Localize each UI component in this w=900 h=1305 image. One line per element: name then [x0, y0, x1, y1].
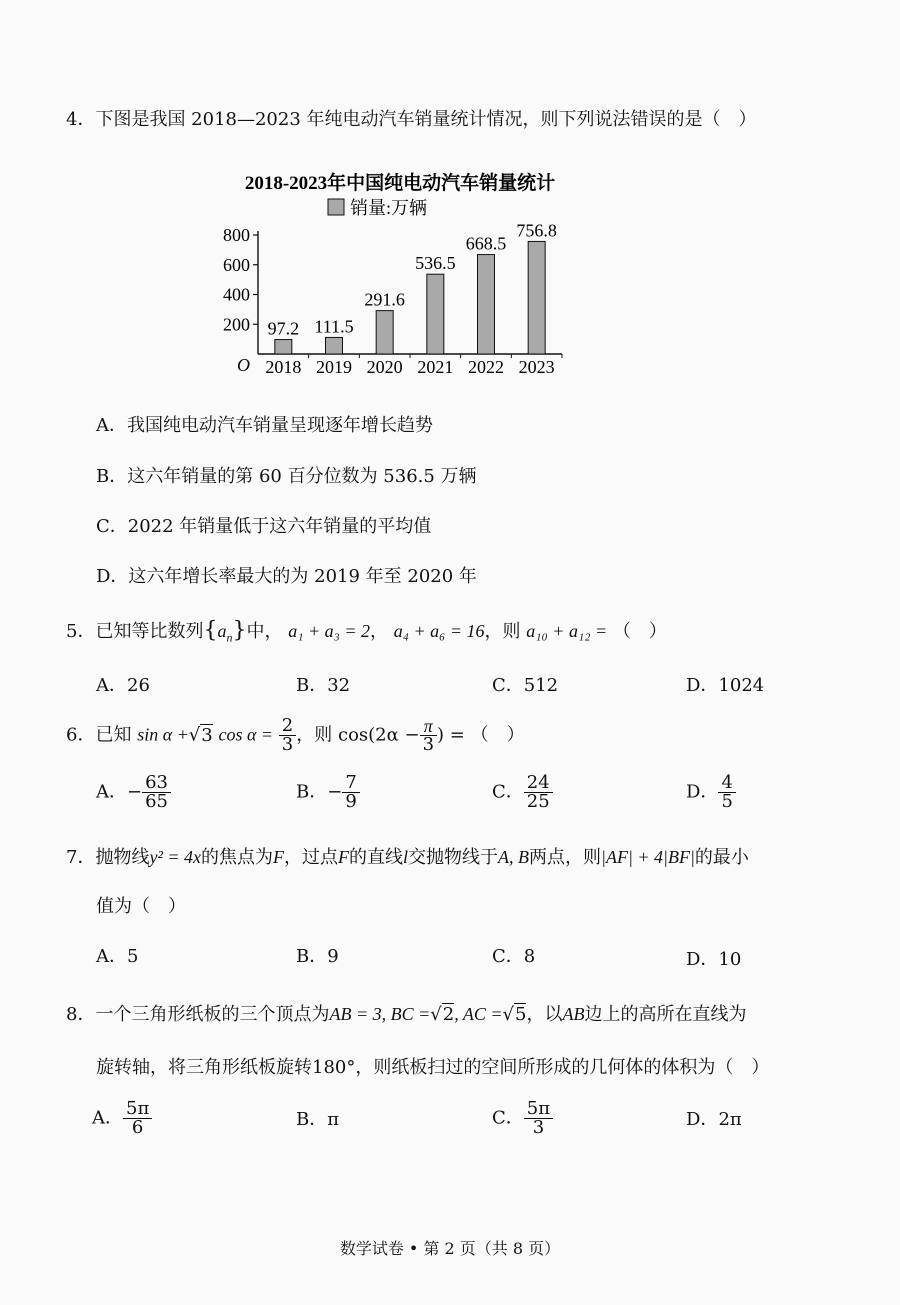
q6-option-c: C． $\frac{24}{25}$ [492, 774, 553, 811]
data-label-2022: 668.5 [465, 233, 507, 254]
y-tick-label-2: 600 [223, 254, 250, 275]
q5-ask: a₁₀ + a₁₂ = [526, 621, 608, 641]
x-tick-label-2021: 2021 [417, 357, 454, 377]
x-tick-label-2018: 2018 [265, 357, 302, 377]
q5-option-d: D．1024 [686, 675, 765, 696]
q6-option-d: D． $\frac{4}{5}$ [686, 774, 736, 811]
q8-option-a: A． $\frac{5\pi}{6}$ [92, 1100, 152, 1137]
data-label-2020: 291.6 [364, 289, 405, 310]
data-label-2021: 536.5 [415, 253, 456, 274]
bar-2022 [478, 255, 495, 354]
q8-stem-line2: 旋转轴，将三角形纸板旋转180°，则纸板扫过的空间所形成的几何体的体积为（ ） [96, 1057, 770, 1078]
q6-option-b: B．− $\frac{7}{9}$ [296, 774, 360, 811]
q7-stem-line2: 值为（ ） [96, 896, 186, 917]
q8-option-d: D．2π [686, 1109, 742, 1130]
q7-stem-line1: 7．抛物线y² = 4x的焦点为F，过点F的直线l交抛物线于A, B两点，则|AF| + 4|BF|的最小 [66, 847, 749, 868]
legend-swatch [328, 199, 344, 215]
bar-2019 [326, 337, 343, 354]
bar-2020 [376, 311, 393, 354]
chart-title: 2018-2023年中国纯电动汽车销量统计 [244, 173, 556, 194]
q7-option-c: C．8 [492, 946, 536, 967]
q4-option-a: A．我国纯电动汽车销量呈现逐年增长趋势 [96, 415, 433, 436]
q6-option-a: A．− $\frac{63}{65}$ [96, 774, 171, 811]
q5-condition-1: a₁ + a₃ = 2 [288, 621, 370, 641]
y-tick-label-1: 400 [223, 284, 250, 305]
data-label-2018: 97.2 [267, 318, 300, 339]
y-tick-label-3: 800 [223, 225, 250, 245]
x-tick-label-2019: 2019 [316, 357, 352, 377]
origin-label: O [237, 355, 250, 375]
q7-option-b: B．9 [296, 946, 339, 967]
q5-stem: 5．已知等比数列$\{a_n\}$中， a₁ + a₃ = 2， a₄ + a₆ = 16，则 a₁₀ + a₁₂ = （ ） [66, 618, 667, 645]
q5-option-a: A．26 [96, 675, 150, 696]
data-label-2019: 111.5 [314, 316, 354, 337]
q5-condition-2: a₄ + a₆ = 16 [393, 621, 485, 641]
q8-stem-line1: 8．一个三角形纸板的三个顶点为AB = 3, BC =√2, AC =√5，以AB边上的高所在直线为 [66, 1004, 747, 1025]
q5-option-b: B．32 [296, 675, 351, 696]
bar-2023 [528, 241, 545, 354]
data-label-2023: 756.8 [516, 220, 557, 241]
x-tick-label-2023: 2023 [518, 357, 555, 377]
x-tick-label-2020: 2020 [366, 357, 403, 377]
q6-stem: 6．已知 sin α +√3 cos α = $\frac{2}{3}$ ，则 cos(2α − $\frac{\pi}{3}$ ) = （ ） [66, 715, 525, 755]
legend-label: 销量:万辆 [350, 198, 428, 218]
bar-2021 [427, 274, 444, 354]
q8-option-b: B．π [296, 1109, 340, 1130]
q8-option-c: C． $\frac{5\pi}{3}$ [492, 1100, 553, 1137]
q4-stem: 4．下图是我国 2018—2023 年纯电动汽车销量统计情况，则下列说法错误的是（ ） [66, 109, 757, 130]
q5-option-c: C．512 [492, 675, 559, 696]
page-footer: 数学试卷 • 第 2 页（共 8 页） [339, 1239, 561, 1258]
y-tick-label-0: 200 [223, 314, 250, 335]
q4-option-c: C．2022 年销量低于这六年销量的平均值 [96, 516, 432, 537]
q4-option-b: B．这六年销量的第 60 百分位数为 536.5 万辆 [96, 466, 477, 487]
q7-option-d: D．10 [686, 949, 742, 970]
q7-option-a: A．5 [96, 946, 139, 967]
q4-option-d: D．这六年增长率最大的为 2019 年至 2020 年 [96, 566, 477, 587]
bar-2018 [275, 340, 292, 354]
sales-bar-chart [210, 165, 590, 385]
x-tick-label-2022: 2022 [468, 357, 504, 377]
